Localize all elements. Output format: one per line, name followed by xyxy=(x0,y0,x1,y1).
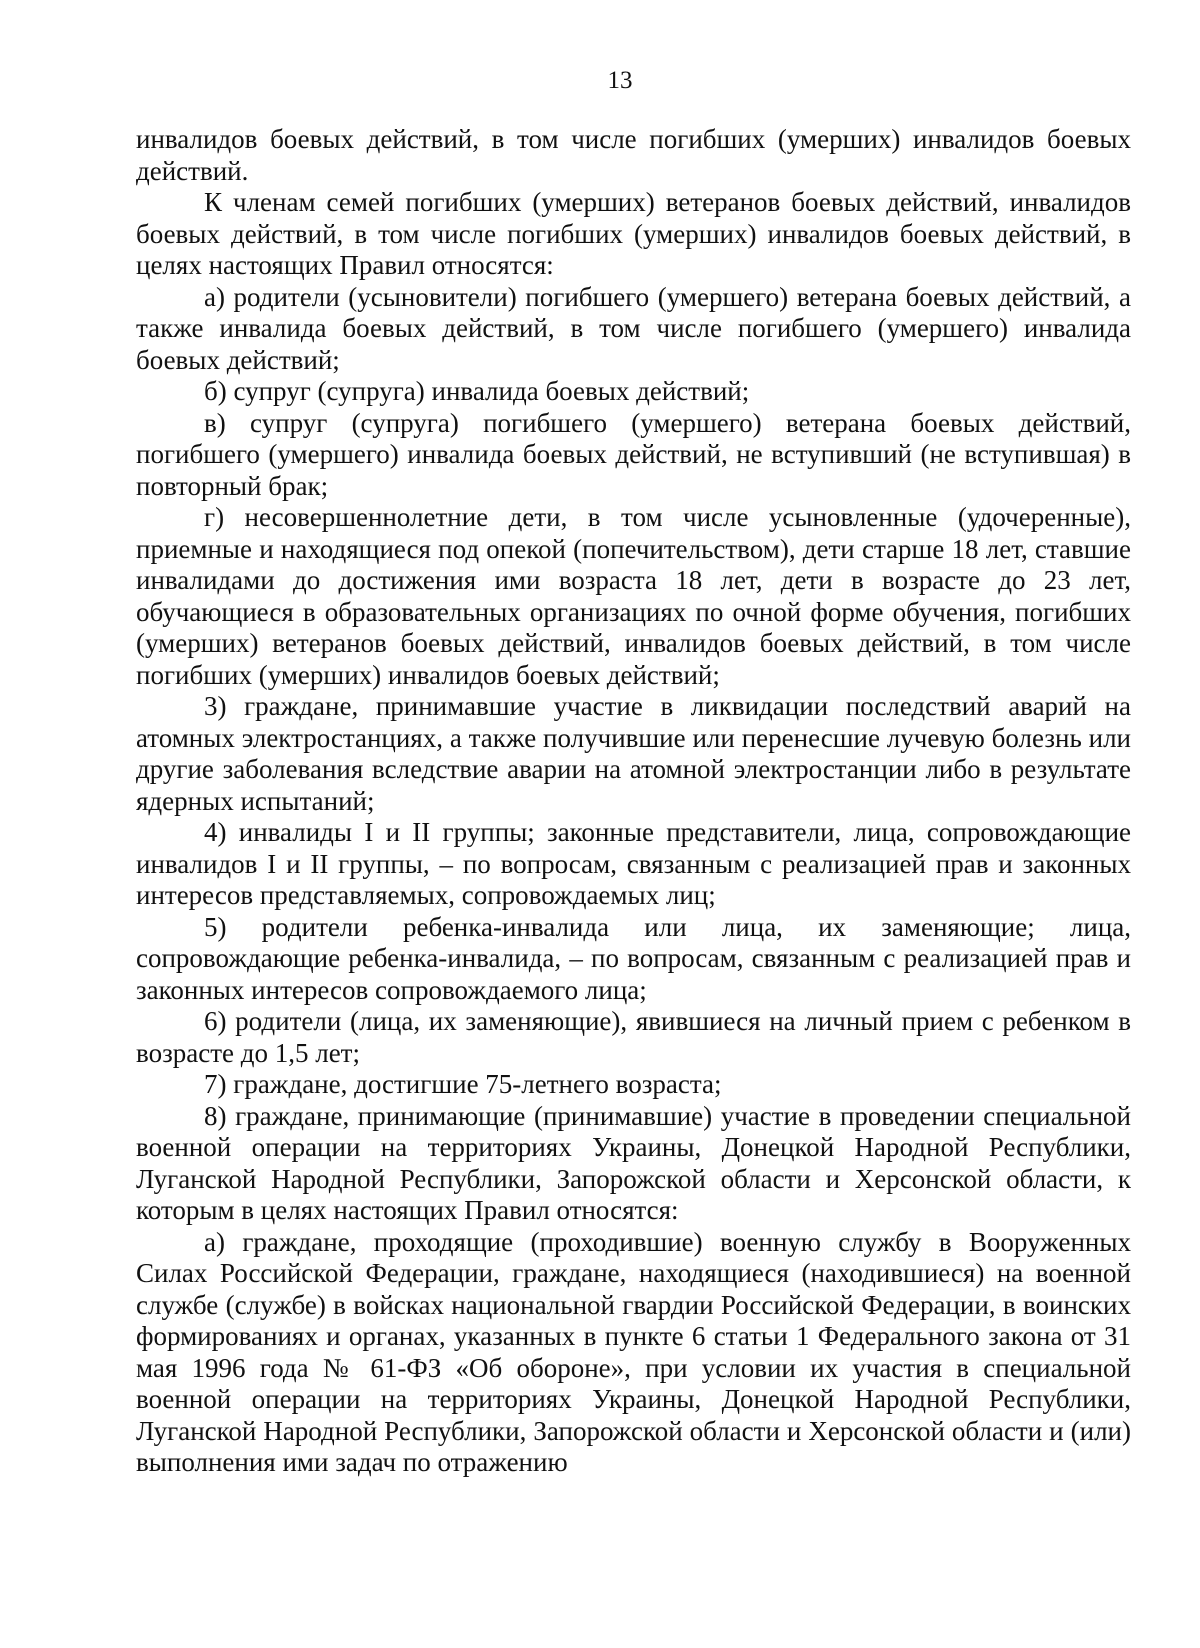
page-number: 13 xyxy=(607,67,633,94)
paragraph-item-4-disabled-groups: 4) инвалиды I и II группы; законные представители, лица, сопровождающие инвалидов I и II группы, – по вопросам, связанным с реализацией прав и законных интересов представляемых, сопровождаемых лиц; xyxy=(136,817,1131,910)
paragraph-item-8-svo-participants: 8) граждане, принимающие (принимавшие) участие в проведении специальной военной операции на территориях Украины, Донецкой Народной Республики, Луганской Народной Республики, Запорожской области и Херсонской области, к которым в целях настоящих Правил относятся: xyxy=(136,1100,1131,1225)
paragraph-item-3-nuclear-accidents: 3) граждане, принимавшие участие в ликвидации последствий аварий на атомных электростанциях, а также получившие или перенесшие лучевую болезнь или другие заболевания вследствие аварии на атомной электростанции либо в результате ядерных испытаний; xyxy=(136,691,1131,816)
paragraph-item-g-children: г) несовершеннолетние дети, в том числе усыновленные (удочеренные), приемные и находящиеся под опекой (попечительством), дети старше 18 лет, ставшие инвалидами до достижения ими возраста 18 лет, дети в возрасте до 23 лет, обучающиеся в образовательных организациях по очной форме обучения, погибших (умерших) ветеранов боевых действий, инвалидов боевых действий, в том числе погибших (умерших) инвалидов боевых действий; xyxy=(136,502,1131,690)
paragraph-family-members-intro: К членам семей погибших (умерших) ветеранов боевых действий, инвалидов боевых действий, в том числе погибших (умерших) инвалидов боевых действий, в целях настоящих Правил относятся: xyxy=(136,187,1131,280)
paragraph-item-8a-military-service: а) граждане, проходящие (проходившие) военную службу в Вооруженных Силах Российской Федерации, граждане, находящиеся (находившиеся) на военной службе (службе) в войсках национальной гвардии Российской Федерации, в воинских формированиях и органах, указанных в пункте 6 статьи 1 Федерального закона от 31 мая 1996 года № 61-ФЗ «Об обороне», при условии их участия в специальной военной операции на территориях Украины, Донецкой Народной Республики, Луганской Народной Республики, Запорожской области и Херсонской области и (или) выполнения ими задач по отражению xyxy=(136,1226,1131,1477)
paragraph-item-6-parents-infant: 6) родители (лица, их заменяющие), явившиеся на личный прием с ребенком в возрасте до 1,5 лет; xyxy=(136,1006,1131,1068)
paragraph-continuation: инвалидов боевых действий, в том числе погибших (умерших) инвалидов боевых действий. xyxy=(136,124,1131,186)
paragraph-item-a-parents: а) родители (усыновители) погибшего (умершего) ветерана боевых действий, а также инвалида боевых действий, в том числе погибшего (умершего) инвалида боевых действий; xyxy=(136,281,1131,375)
paragraph-item-5-parents-disabled-child: 5) родители ребенка-инвалида или лица, их заменяющие; лица, сопровождающие ребенка-инвалида, – по вопросам, связанным с реализацией прав и законных интересов сопровождаемого лица; xyxy=(136,911,1131,1005)
document-body xyxy=(136,124,1131,1479)
paragraph-item-v-spouse-not-remarried: в) супруг (супруга) погибшего (умершего) ветерана боевых действий, погибшего (умершего) инвалида боевых действий, не вступивший (не вступившая) в повторный брак; xyxy=(136,407,1131,501)
paragraph-item-7-elderly: 7) граждане, достигшие 75-летнего возраста; xyxy=(204,1069,722,1099)
paragraph-item-b-spouse: б) супруг (супруга) инвалида боевых действий; xyxy=(204,376,750,406)
